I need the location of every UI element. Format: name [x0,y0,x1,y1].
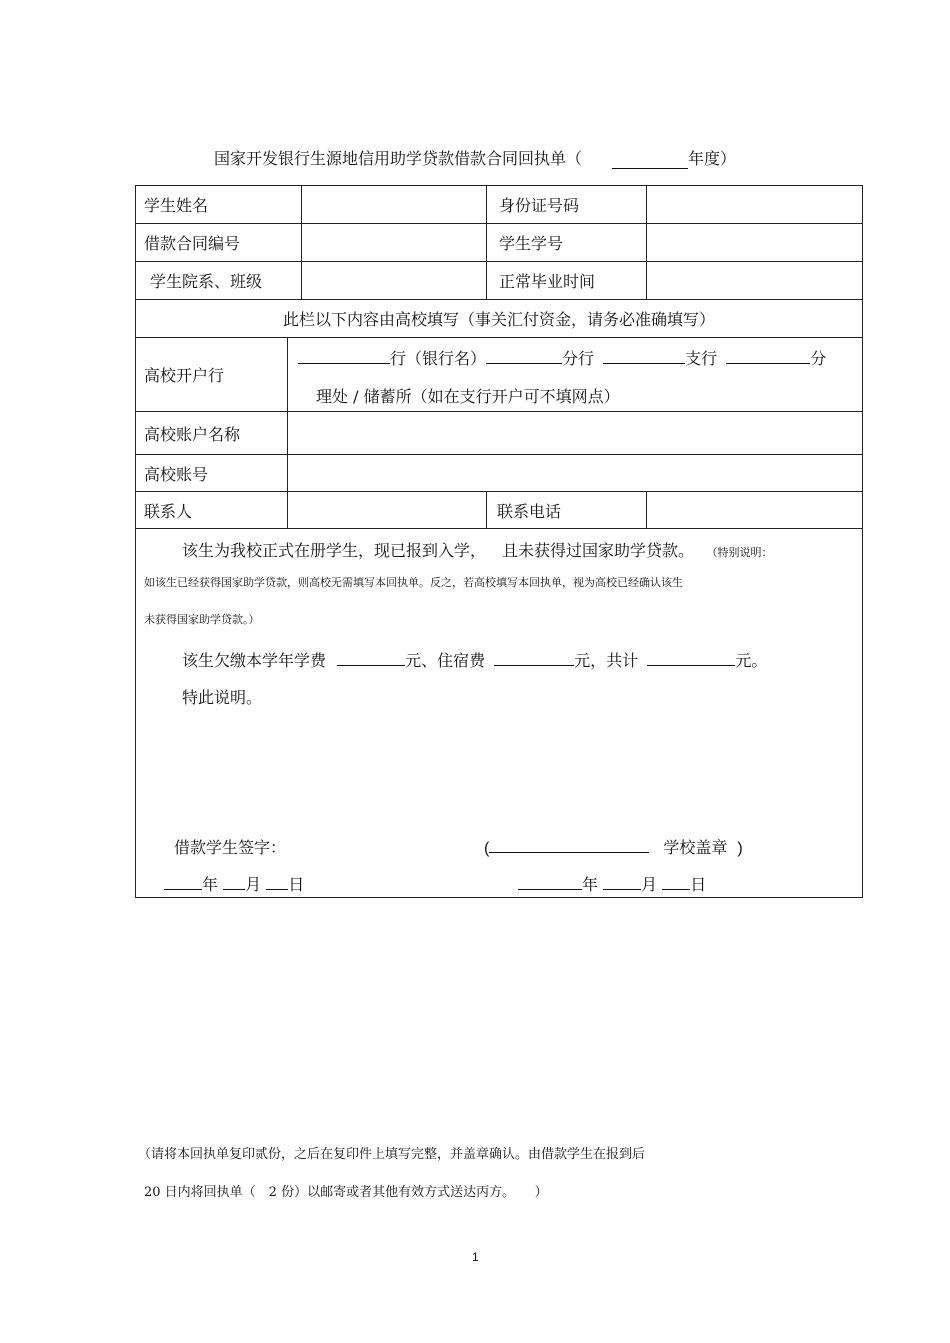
label-id-number: 身份证号码 [487,186,647,224]
document-title [0,146,950,169]
statement-line1: 该生为我校正式在册学生，现已报到入学， 且未获得过国家助学贷款。 （特别说明： [182,541,773,560]
footer-line1: （请将本回执单复印贰份，之后在复印件上填写完整，并盖章确认。由借款学生在报到后 [138,1147,646,1162]
label-student-name: 学生姓名 [136,186,302,224]
field-contact-phone[interactable] [647,492,863,529]
bank-fen-label: 分 [810,349,827,368]
subbranch-blank[interactable] [603,349,685,364]
year-blank[interactable] [612,152,688,169]
label-grad-time: 正常毕业时间 [487,262,647,300]
footer-line2: 20 日内将回执单（ 2 份）以邮寄或者其他有效方式送达丙方。 ） [144,1185,548,1200]
school-month-blank[interactable] [603,875,641,890]
field-account-name[interactable] [288,412,863,455]
field-dept-class[interactable] [302,262,487,300]
label-account-name: 高校账户名称 [136,412,288,455]
statement-cell [136,529,863,898]
row-bank [136,338,863,412]
seal-blank[interactable] [489,838,649,853]
fee-line: 该生欠缴本学年学费 元、住宿费 元，共计 元。 [182,651,768,670]
bank-fenhang-label: 分行 [562,349,595,368]
lodging-blank[interactable] [494,651,574,666]
label-dept-class: 学生院系、班级 [136,262,302,300]
row-section-header [136,300,863,338]
label-bank: 高校开户行 [136,338,288,412]
tuition-blank[interactable] [337,651,405,666]
label-student-no: 学生学号 [487,224,647,262]
label-contact: 联系人 [136,492,288,529]
field-contract-no[interactable] [302,224,487,262]
title-text: 国家开发银行生源地信用助学贷款借款合同回执单（ [213,149,582,168]
section-header: 此栏以下内容由高校填写（事关汇付资金，请务必准确填写） [136,300,863,338]
row-account-no [136,455,863,492]
row-statement [136,529,863,898]
field-bank[interactable] [288,338,863,412]
student-date: 年 月 日 [164,872,304,895]
total-blank[interactable] [647,651,735,666]
bank-name-blank[interactable] [298,349,390,364]
bank-zhihang-label: 支行 [685,349,718,368]
row-contract-studentno [136,224,863,262]
label-contract-no: 借款合同编号 [136,224,302,262]
bank-hang-label: 行（银行名） [390,349,487,368]
office-blank[interactable] [726,349,810,364]
label-account-no: 高校账号 [136,455,288,492]
row-account-name [136,412,863,455]
bank-line2: 理处 / 储蓄所（如在支行开户可不填网点） [316,387,620,406]
student-month-blank[interactable] [223,875,245,890]
receipt-form-table [135,185,863,898]
field-contact[interactable] [288,492,487,529]
seal-line: ( 学校盖章 ) [484,838,743,857]
school-year-blank[interactable] [518,875,582,890]
row-dept-grad [136,262,863,300]
explain-text: 特此说明。 [182,688,263,707]
branch-blank[interactable] [486,349,562,364]
field-student-name[interactable] [302,186,487,224]
field-grad-time[interactable] [647,262,863,300]
student-day-blank[interactable] [266,875,288,890]
page-number: 1 [472,1250,479,1264]
student-sign-label: 借款学生签字： [174,838,287,857]
statement-line2: 如该生已经获得国家助学贷款，则高校无需填写本回执单。反之，若高校填写本回执单，视为高校已经确认该生 [144,576,683,589]
title-suffix: 年度） [688,149,737,168]
school-day-blank[interactable] [662,875,690,890]
field-account-no[interactable] [288,455,863,492]
bank-line1 [298,346,826,369]
field-id-number[interactable] [647,186,863,224]
school-date: 年 月 日 [518,872,706,895]
label-contact-phone: 联系电话 [487,492,647,529]
student-year-blank[interactable] [164,875,202,890]
row-contact [136,492,863,529]
field-student-no[interactable] [647,224,863,262]
row-name-id [136,186,863,224]
statement-line3: 未获得国家助学贷款。） [144,613,260,626]
